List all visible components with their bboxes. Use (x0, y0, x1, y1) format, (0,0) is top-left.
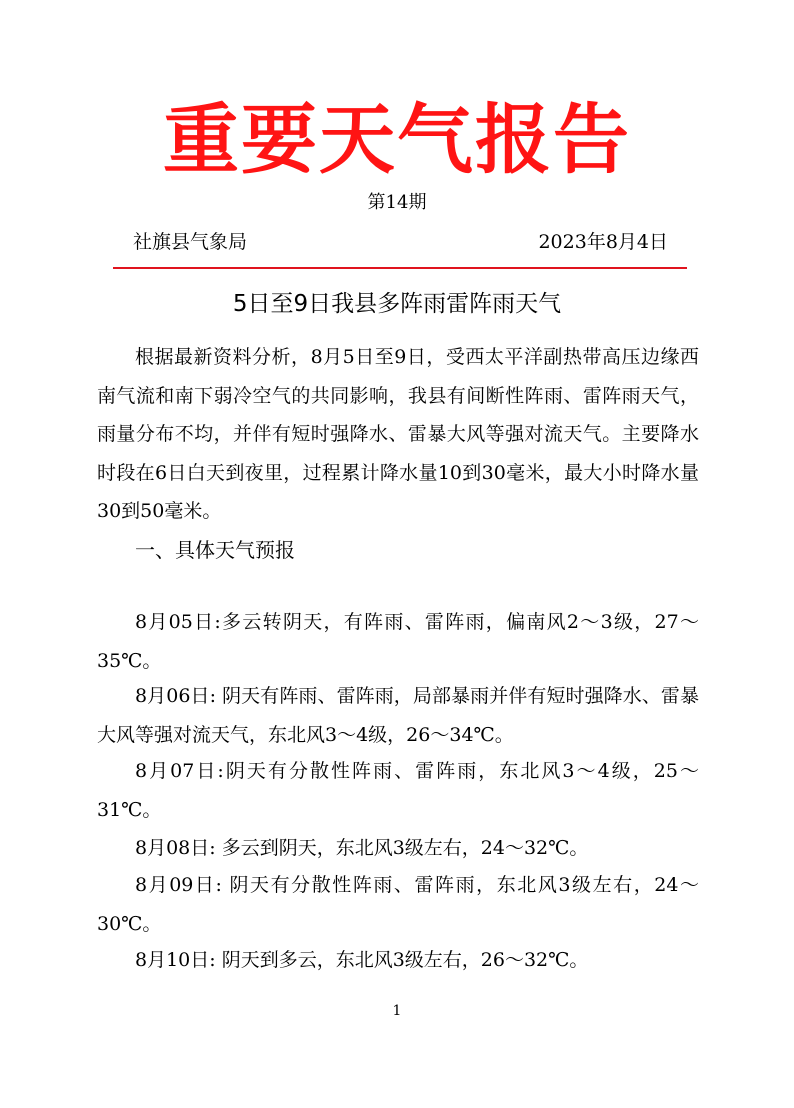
article-headline: 5日至9日我县多阵雨雷阵雨天气 (232, 291, 562, 317)
forecast-day-1: 8月05日:多云转阴天，有阵雨、雷阵雨，偏南风2～3级，27～35℃。 (97, 611, 699, 672)
forecast-day-6: 8月10日: 阴天到多云，东北风3级左右，26～32℃。 (135, 949, 589, 971)
issuer-name: 社旗县气象局 (133, 231, 248, 253)
forecast-day-4: 8月08日: 多云到阴天，东北风3级左右，24～32℃。 (135, 837, 589, 859)
section-title: 一、具体天气预报 (135, 538, 295, 562)
page-number: 1 (392, 1003, 402, 1019)
header-divider (113, 267, 687, 269)
report-masthead: 重要天气报告 (163, 95, 631, 184)
forecast-day-5: 8月09日: 阴天有分散性阵雨、雷阵雨，东北风3级左右，24～30℃。 (97, 874, 699, 935)
intro-paragraph: 根据最新资料分析，8月5日至9日，受西太平洋副热带高压边缘西南气流和南下弱冷空气的共同影响，我县有间断性阵雨、雷阵雨天气，雨量分布不均，并伴有短时强降水、雷暴大风等强对流天气。主要降水时段在6日白天到夜里，过程累计降水量10到30毫米，最大小时降水量30到50毫米。 (97, 346, 699, 523)
forecast-day-3: 8月07日:阴天有分散性阵雨、雷阵雨，东北风3～4级，25～31℃。 (97, 760, 699, 821)
issue-date: 2023年8月4日 (538, 231, 668, 253)
issue-number: 第14期 (367, 192, 427, 213)
forecast-day-2: 8月06日: 阴天有阵雨、雷阵雨，局部暴雨并伴有短时强降水、雷暴大风等强对流天气，东北风3～4级，26～34℃。 (97, 685, 699, 746)
